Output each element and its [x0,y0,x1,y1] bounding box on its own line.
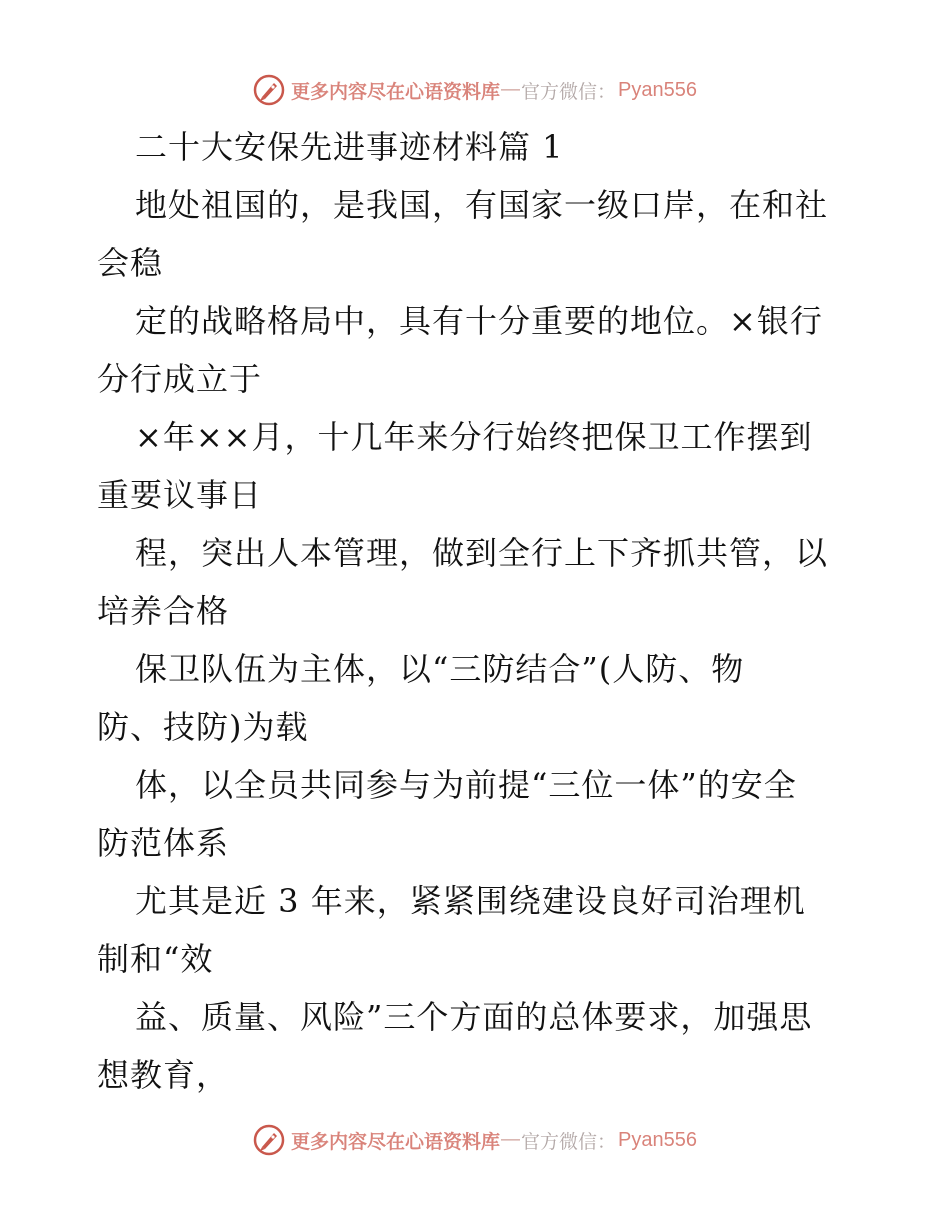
document-body [97,118,857,1104]
banner-wechat-id: Pyan556 [618,1128,697,1151]
text-line: 防范体系 [97,824,230,862]
header-banner [0,70,950,110]
text-line: 定的战略格局中，具有十分重要的地位。×银行 [135,302,823,340]
text-line: 分行成立于 [97,360,263,398]
text-line: 防、技防)为载 [97,708,309,746]
banner-separator: — [501,1129,521,1150]
text-line: 培养合格 [97,592,230,630]
text-line: 程，突出人本管理，做到全行上下齐抓共管，以 [135,534,829,572]
text-line: 二十大安保先进事迹材料篇 1 [135,128,564,166]
text-line: 体，以全员共同参与为前提“三位一体”的安全 [135,766,797,804]
text-line: 会稳 [97,244,164,282]
text-line: 想教育， [97,1056,230,1094]
pen-nib-logo-icon [253,74,285,106]
banner-separator: — [501,79,521,100]
text-line: 尤其是近 3 年来，紧紧围绕建设良好司治理机 [135,882,806,920]
text-line: 制和“效 [97,940,214,978]
pen-nib-logo-icon [253,1124,285,1156]
text-line: 益、质量、风险”三个方面的总体要求，加强思 [135,998,813,1036]
text-line: 重要议事日 [97,476,263,514]
text-line: 地处祖国的，是我国，有国家一级口岸，在和社 [135,186,829,224]
banner-wechat-id: Pyan556 [618,78,697,101]
text-line: 保卫队伍为主体，以“三防结合”(人防、物 [135,650,745,688]
footer-banner [0,1120,950,1160]
banner-main-text: 更多内容尽在心语资料库 [291,1130,501,1153]
banner-official-label: 官方微信： [521,1130,617,1153]
banner-main-text: 更多内容尽在心语资料库 [291,80,501,103]
banner-official-label: 官方微信： [521,80,617,103]
text-line: ×年××月，十几年来分行始终把保卫工作摆到 [135,418,813,456]
